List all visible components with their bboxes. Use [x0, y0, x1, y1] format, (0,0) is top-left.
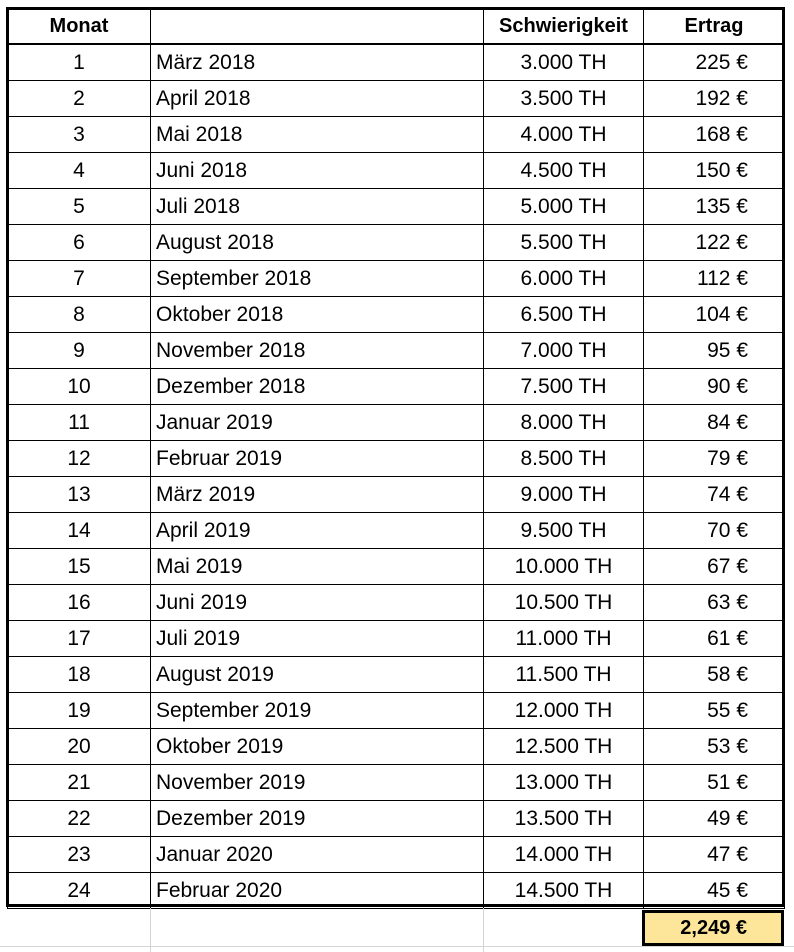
month-cell[interactable]: 19 — [8, 693, 151, 729]
table-row — [8, 297, 785, 333]
table-row — [8, 585, 785, 621]
table-row — [8, 837, 785, 873]
name-cell[interactable]: Februar 2019 — [151, 441, 484, 477]
yield-cell[interactable]: 53 € — [644, 729, 785, 765]
month-cell[interactable]: 12 — [8, 441, 151, 477]
table-row — [8, 657, 785, 693]
table-row — [8, 549, 785, 585]
difficulty-cell[interactable]: 12.000 TH — [484, 693, 644, 729]
difficulty-cell[interactable]: 9.000 TH — [484, 477, 644, 513]
table-row — [8, 801, 785, 837]
difficulty-cell[interactable]: 13.500 TH — [484, 801, 644, 837]
yield-cell[interactable]: 61 € — [644, 621, 785, 657]
difficulty-cell[interactable]: 14.500 TH — [484, 873, 644, 909]
yield-cell[interactable]: 49 € — [644, 801, 785, 837]
difficulty-cell[interactable]: 8.500 TH — [484, 441, 644, 477]
difficulty-cell[interactable]: 9.500 TH — [484, 513, 644, 549]
difficulty-cell[interactable]: 13.000 TH — [484, 765, 644, 801]
name-cell[interactable]: Januar 2019 — [151, 405, 484, 441]
yield-cell[interactable]: 112 € — [644, 261, 785, 297]
table-row — [8, 117, 785, 153]
header-name[interactable] — [151, 9, 484, 45]
table-row — [8, 225, 785, 261]
table-row — [8, 405, 785, 441]
yield-cell[interactable]: 90 € — [644, 369, 785, 405]
yield-cell[interactable]: 104 € — [644, 297, 785, 333]
name-cell[interactable]: Oktober 2019 — [151, 729, 484, 765]
month-cell[interactable]: 17 — [8, 621, 151, 657]
difficulty-cell[interactable]: 7.000 TH — [484, 333, 644, 369]
month-cell[interactable]: 18 — [8, 657, 151, 693]
table-row — [8, 189, 785, 225]
difficulty-cell[interactable]: 5.500 TH — [484, 225, 644, 261]
yield-cell[interactable]: 47 € — [644, 837, 785, 873]
grid-line — [0, 946, 794, 947]
name-cell[interactable]: Februar 2020 — [151, 873, 484, 909]
yield-cell[interactable]: 150 € — [644, 153, 785, 189]
yield-cell[interactable]: 63 € — [644, 585, 785, 621]
month-cell[interactable]: 23 — [8, 837, 151, 873]
header-difficulty[interactable]: Schwierigkeit — [484, 9, 644, 45]
table-row — [8, 44, 785, 81]
month-cell[interactable]: 16 — [8, 585, 151, 621]
name-cell[interactable]: Juli 2019 — [151, 621, 484, 657]
month-cell[interactable]: 20 — [8, 729, 151, 765]
name-cell[interactable]: Juni 2019 — [151, 585, 484, 621]
yield-cell[interactable]: 55 € — [644, 693, 785, 729]
name-cell[interactable]: August 2019 — [151, 657, 484, 693]
header-row — [8, 9, 785, 45]
month-cell[interactable]: 4 — [8, 153, 151, 189]
header-month[interactable]: Monat — [8, 9, 151, 45]
difficulty-cell[interactable]: 6.500 TH — [484, 297, 644, 333]
difficulty-cell[interactable]: 11.500 TH — [484, 657, 644, 693]
mining-yield-table — [7, 8, 785, 909]
yield-cell[interactable]: 51 € — [644, 765, 785, 801]
name-cell[interactable]: November 2018 — [151, 333, 484, 369]
name-cell[interactable]: April 2018 — [151, 81, 484, 117]
yield-cell[interactable]: 192 € — [644, 81, 785, 117]
yield-cell[interactable]: 74 € — [644, 477, 785, 513]
name-cell[interactable]: März 2018 — [151, 44, 484, 81]
yield-cell[interactable]: 122 € — [644, 225, 785, 261]
yield-cell[interactable]: 135 € — [644, 189, 785, 225]
month-cell[interactable]: 3 — [8, 117, 151, 153]
name-cell[interactable]: Januar 2020 — [151, 837, 484, 873]
month-cell[interactable]: 8 — [8, 297, 151, 333]
month-cell[interactable]: 9 — [8, 333, 151, 369]
month-cell[interactable]: 1 — [8, 44, 151, 81]
difficulty-cell[interactable]: 4.500 TH — [484, 153, 644, 189]
table-row — [8, 513, 785, 549]
month-cell[interactable]: 22 — [8, 801, 151, 837]
table-row — [8, 153, 785, 189]
difficulty-cell[interactable]: 8.000 TH — [484, 405, 644, 441]
yield-cell[interactable]: 45 € — [644, 873, 785, 909]
table-row — [8, 765, 785, 801]
yield-cell[interactable]: 168 € — [644, 117, 785, 153]
month-cell[interactable]: 14 — [8, 513, 151, 549]
table-row — [8, 477, 785, 513]
table-row — [8, 729, 785, 765]
header-yield[interactable]: Ertrag — [644, 9, 785, 45]
month-cell[interactable]: 7 — [8, 261, 151, 297]
name-cell[interactable]: September 2018 — [151, 261, 484, 297]
name-cell[interactable]: September 2019 — [151, 693, 484, 729]
difficulty-cell[interactable]: 6.000 TH — [484, 261, 644, 297]
month-cell[interactable]: 15 — [8, 549, 151, 585]
name-cell[interactable]: Oktober 2018 — [151, 297, 484, 333]
yield-cell[interactable]: 84 € — [644, 405, 785, 441]
table-row — [8, 621, 785, 657]
table-body — [8, 44, 785, 909]
difficulty-cell[interactable]: 3.000 TH — [484, 44, 644, 81]
difficulty-cell[interactable]: 4.000 TH — [484, 117, 644, 153]
name-cell[interactable]: Dezember 2019 — [151, 801, 484, 837]
difficulty-cell[interactable]: 5.000 TH — [484, 189, 644, 225]
table-row — [8, 441, 785, 477]
name-cell[interactable]: Juni 2018 — [151, 153, 484, 189]
name-cell[interactable]: Juli 2018 — [151, 189, 484, 225]
month-cell[interactable]: 2 — [8, 81, 151, 117]
name-cell[interactable]: Mai 2018 — [151, 117, 484, 153]
difficulty-cell[interactable]: 3.500 TH — [484, 81, 644, 117]
total-yield-cell[interactable]: 2,249 € — [642, 910, 784, 946]
table-row — [8, 261, 785, 297]
yield-cell[interactable]: 225 € — [644, 44, 785, 81]
name-cell[interactable]: März 2019 — [151, 477, 484, 513]
table-row — [8, 333, 785, 369]
month-cell[interactable]: 5 — [8, 189, 151, 225]
month-cell[interactable]: 24 — [8, 873, 151, 909]
difficulty-cell[interactable]: 11.000 TH — [484, 621, 644, 657]
month-cell[interactable]: 11 — [8, 405, 151, 441]
month-cell[interactable]: 21 — [8, 765, 151, 801]
yield-cell[interactable]: 70 € — [644, 513, 785, 549]
difficulty-cell[interactable]: 10.500 TH — [484, 585, 644, 621]
name-cell[interactable]: Mai 2019 — [151, 549, 484, 585]
month-cell[interactable]: 10 — [8, 369, 151, 405]
name-cell[interactable]: August 2018 — [151, 225, 484, 261]
table-row — [8, 81, 785, 117]
name-cell[interactable]: Dezember 2018 — [151, 369, 484, 405]
month-cell[interactable]: 13 — [8, 477, 151, 513]
difficulty-cell[interactable]: 7.500 TH — [484, 369, 644, 405]
difficulty-cell[interactable]: 12.500 TH — [484, 729, 644, 765]
top-edge — [0, 0, 794, 8]
month-cell[interactable]: 6 — [8, 225, 151, 261]
difficulty-cell[interactable]: 10.000 TH — [484, 549, 644, 585]
yield-cell[interactable]: 58 € — [644, 657, 785, 693]
yield-cell[interactable]: 79 € — [644, 441, 785, 477]
name-cell[interactable]: April 2019 — [151, 513, 484, 549]
table-row — [8, 873, 785, 909]
difficulty-cell[interactable]: 14.000 TH — [484, 837, 644, 873]
table-row — [8, 369, 785, 405]
yield-cell[interactable]: 67 € — [644, 549, 785, 585]
table-row — [8, 693, 785, 729]
yield-cell[interactable]: 95 € — [644, 333, 785, 369]
name-cell[interactable]: November 2019 — [151, 765, 484, 801]
